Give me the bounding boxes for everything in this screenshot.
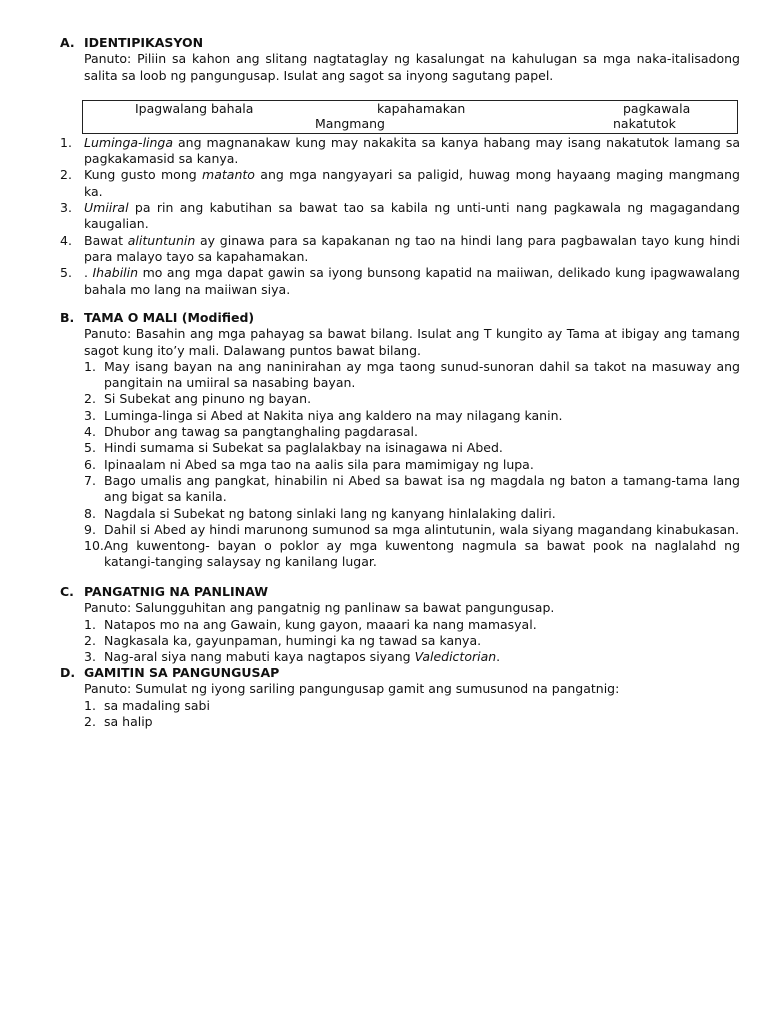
italic-word: matanto: [202, 167, 255, 183]
list-item: 1. sa madaling sabi: [84, 697, 210, 713]
list-item: 3. Nag-aral siya nang mabuti kaya nagtapos siyang Valedictorian.: [84, 649, 501, 665]
list-item: 3. Umiiral pa rin ang kabutihan sa bawat tao sa kabila ng unti-unti nang pagkawala ng magagandang kaugalian.: [60, 200, 740, 232]
section-d-heading: [60, 665, 740, 681]
box-word-5: nakatutok: [613, 115, 676, 131]
list-item: 2. sa halip: [84, 713, 153, 729]
section-c-instruction: Panuto: Salungguhitan ang pangatnig ng panlinaw sa bawat pangungusap.: [84, 600, 555, 616]
list-item: 4. Bawat alituntunin ay ginawa para sa kapakanan ng tao na hindi lang para pagbawalan tayo kung hindi para malayo tayo sa kapahamakan.: [60, 232, 740, 264]
list-item: 1. May isang bayan na ang naninirahan ay mga taong sunud-sunoran dahil sa takot na masuway ang pangitain na umiiral sa nasabing bayan.: [84, 358, 740, 391]
section-c-letter: C.: [60, 584, 74, 599]
list-item: 10. Ang kuwentong- bayan o poklor ay mga kuwentong nagmula sa bawat pook na naglalahd ng katangi-tanging salaysay ng kanilang lugar.: [84, 538, 740, 570]
list-item: 2. Nagkasala ka, gayunpaman, humingi ka ng tawad sa kanya.: [84, 632, 482, 648]
section-b: [60, 310, 740, 571]
section-d-instruction: Panuto: Sumulat ng iyong sariling pangungusap gamit ang sumusunod na pangatnig:: [84, 681, 620, 697]
section-a-list: [60, 135, 740, 298]
box-word-3: pagkawala: [623, 100, 691, 116]
box-word-1: Ipagwalang bahala: [135, 100, 254, 116]
list-item: 9. Dahil si Abed ay hindi marunong sumunod sa mga alintutunin, wala siyang magandang kinabukasan.: [84, 521, 740, 537]
list-item: 5. Hindi sumama si Subekat sa paglalakbay na isinagawa ni Abed.: [84, 440, 503, 456]
section-a-instruction: Panuto: Piliin sa kahon ang slitang nagtataglay ng kasalungat na kahulugan sa mga naka-italisadong salita sa loob ng pangungusap. Isulat ang sagot sa inyong sagutang papel.: [84, 51, 740, 83]
italic-word: Ihabilin: [92, 265, 139, 281]
word-choice-box: [82, 100, 738, 134]
section-d-letter: D.: [60, 665, 76, 680]
section-b-letter: B.: [60, 310, 75, 325]
list-item: 8. Nagdala si Subekat ng batong sinlaki lang ng kanyang hinlalaking daliri.: [84, 505, 556, 521]
section-b-instruction: Panuto: Basahin ang mga pahayag sa bawat bilang. Isulat ang T kungito ay Tama at ibigay ang tamang sagot kung ito’y mali. Dalawang puntos bawat bilang.: [84, 326, 740, 358]
section-c-title: PANGATNIG NA PANLINAW: [84, 584, 268, 599]
italic-word: alituntunin: [127, 232, 196, 248]
section-a-title: IDENTIPIKASYON: [84, 35, 204, 50]
section-c: [60, 584, 740, 665]
list-item: 4. Dhubor ang tawag sa pangtanghaling pagdarasal.: [84, 424, 418, 440]
italic-word: Valedictorian: [414, 649, 497, 665]
list-item: 5. . Ihabilin mo ang mga dapat gawin sa iyong bunsong kapatid na maiiwan, delikado kung ipagwawalang bahala mo lang na maiiwan siya.: [60, 265, 740, 297]
list-item: 7. Bago umalis ang pangkat, hinabilin ni Abed sa bawat isa ng magdala ng baton a tamang-tama lang ang bigat sa kanila.: [84, 472, 740, 505]
list-item: 1. Natapos mo na ang Gawain, kung gayon, maaari ka nang mamasyal.: [84, 616, 537, 632]
section-b-title: TAMA O MALI (Modified): [84, 310, 255, 325]
section-b-heading: [60, 310, 740, 326]
section-c-list: [84, 617, 740, 666]
section-a-letter: A.: [60, 35, 75, 50]
section-c-heading: [60, 584, 740, 600]
list-item: 2. Kung gusto mong matanto ang mga nangyayari sa paligid, huwag mong hayaang maging mangmang ka.: [60, 167, 740, 199]
section-d-title: GAMITIN SA PANGUNGUSAP: [84, 665, 280, 680]
italic-word: Luminga-linga: [84, 134, 174, 150]
list-item: 3. Luminga-linga si Abed at Nakita niya ang kaldero na may nilagang kanin.: [84, 407, 563, 423]
list-item: 1. Luminga-linga ang magnanakaw kung may nakakita sa kanya habang may isang nakatutok lamang sa pagkakamasid sa kanya.: [60, 134, 740, 167]
section-d: [60, 665, 740, 730]
section-a-heading: [60, 35, 740, 51]
section-a: [60, 35, 740, 298]
italic-word: Umiiral: [84, 200, 129, 216]
section-d-list: [84, 698, 740, 731]
section-b-list: [84, 359, 740, 571]
list-item: 6. Ipinaalam ni Abed sa mga tao na aalis sila para mamimigay ng lupa.: [84, 456, 534, 472]
box-word-4: Mangmang: [315, 115, 385, 131]
box-word-2: kapahamakan: [377, 100, 466, 116]
list-item: 2. Si Subekat ang pinuno ng bayan.: [84, 391, 312, 407]
